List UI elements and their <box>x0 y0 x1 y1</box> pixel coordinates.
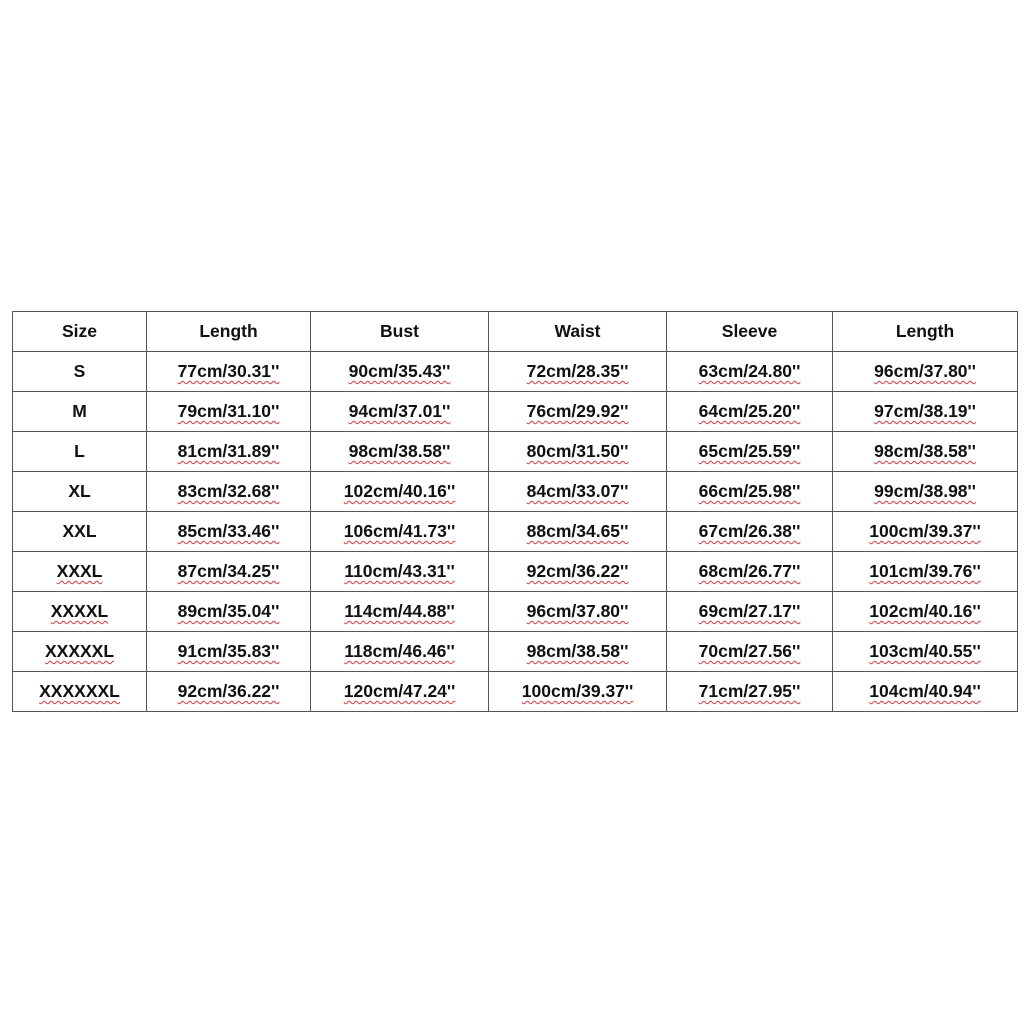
waist-cell: 72cm/28.35'' <box>489 352 667 392</box>
length-cell: 85cm/33.46'' <box>147 512 311 552</box>
bust-cell: 110cm/43.31'' <box>311 552 489 592</box>
total-length-cell: 96cm/37.80'' <box>833 352 1018 392</box>
size-cell: L <box>13 432 147 472</box>
table-row <box>13 392 1018 432</box>
table-row <box>13 592 1018 632</box>
total-length-cell: 102cm/40.16'' <box>833 592 1018 632</box>
header-total-length: Length <box>833 312 1018 352</box>
size-cell: S <box>13 352 147 392</box>
total-length-cell: 97cm/38.19'' <box>833 392 1018 432</box>
length-cell: 89cm/35.04'' <box>147 592 311 632</box>
bust-cell: 106cm/41.73'' <box>311 512 489 552</box>
header-length: Length <box>147 312 311 352</box>
size-cell: XXXXL <box>13 592 147 632</box>
size-cell: XXXL <box>13 552 147 592</box>
length-cell: 83cm/32.68'' <box>147 472 311 512</box>
waist-cell: 80cm/31.50'' <box>489 432 667 472</box>
sleeve-cell: 70cm/27.56'' <box>667 632 833 672</box>
waist-cell: 88cm/34.65'' <box>489 512 667 552</box>
sleeve-cell: 67cm/26.38'' <box>667 512 833 552</box>
size-chart-table <box>12 311 1018 712</box>
size-cell: XL <box>13 472 147 512</box>
bust-cell: 120cm/47.24'' <box>311 672 489 712</box>
waist-cell: 84cm/33.07'' <box>489 472 667 512</box>
sleeve-cell: 63cm/24.80'' <box>667 352 833 392</box>
header-sleeve: Sleeve <box>667 312 833 352</box>
header-waist: Waist <box>489 312 667 352</box>
bust-cell: 102cm/40.16'' <box>311 472 489 512</box>
size-cell: M <box>13 392 147 432</box>
total-length-cell: 100cm/39.37'' <box>833 512 1018 552</box>
table-row <box>13 552 1018 592</box>
table-row <box>13 432 1018 472</box>
total-length-cell: 101cm/39.76'' <box>833 552 1018 592</box>
waist-cell: 96cm/37.80'' <box>489 592 667 632</box>
header-bust: Bust <box>311 312 489 352</box>
bust-cell: 114cm/44.88'' <box>311 592 489 632</box>
waist-cell: 100cm/39.37'' <box>489 672 667 712</box>
table-row <box>13 472 1018 512</box>
sleeve-cell: 71cm/27.95'' <box>667 672 833 712</box>
length-cell: 79cm/31.10'' <box>147 392 311 432</box>
waist-cell: 76cm/29.92'' <box>489 392 667 432</box>
bust-cell: 94cm/37.01'' <box>311 392 489 432</box>
table-row <box>13 512 1018 552</box>
bust-cell: 98cm/38.58'' <box>311 432 489 472</box>
size-cell: XXXXXL <box>13 632 147 672</box>
sleeve-cell: 64cm/25.20'' <box>667 392 833 432</box>
size-cell: XXXXXXL <box>13 672 147 712</box>
length-cell: 81cm/31.89'' <box>147 432 311 472</box>
total-length-cell: 103cm/40.55'' <box>833 632 1018 672</box>
waist-cell: 98cm/38.58'' <box>489 632 667 672</box>
length-cell: 87cm/34.25'' <box>147 552 311 592</box>
header-row <box>13 312 1018 352</box>
table-row <box>13 672 1018 712</box>
waist-cell: 92cm/36.22'' <box>489 552 667 592</box>
bust-cell: 118cm/46.46'' <box>311 632 489 672</box>
sleeve-cell: 65cm/25.59'' <box>667 432 833 472</box>
total-length-cell: 104cm/40.94'' <box>833 672 1018 712</box>
bust-cell: 90cm/35.43'' <box>311 352 489 392</box>
table-row <box>13 352 1018 392</box>
length-cell: 91cm/35.83'' <box>147 632 311 672</box>
length-cell: 92cm/36.22'' <box>147 672 311 712</box>
length-cell: 77cm/30.31'' <box>147 352 311 392</box>
sleeve-cell: 68cm/26.77'' <box>667 552 833 592</box>
sleeve-cell: 66cm/25.98'' <box>667 472 833 512</box>
size-cell: XXL <box>13 512 147 552</box>
sleeve-cell: 69cm/27.17'' <box>667 592 833 632</box>
header-size: Size <box>13 312 147 352</box>
table-row <box>13 632 1018 672</box>
total-length-cell: 99cm/38.98'' <box>833 472 1018 512</box>
total-length-cell: 98cm/38.58'' <box>833 432 1018 472</box>
